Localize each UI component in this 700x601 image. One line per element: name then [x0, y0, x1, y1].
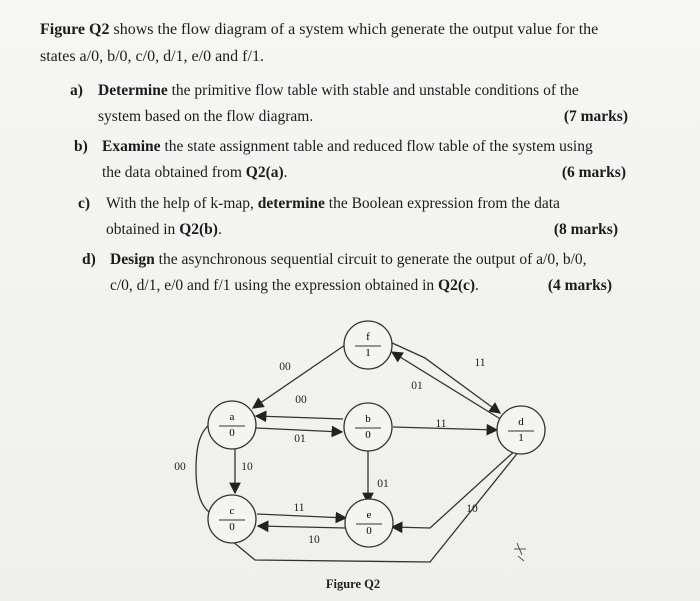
label-b-to-a: 00	[295, 394, 307, 406]
state-d-letter: d	[518, 416, 524, 428]
figure-ref: Figure Q2	[40, 21, 110, 38]
state-c-letter: c	[229, 505, 235, 517]
question-ref: Q2(c)	[438, 277, 476, 294]
edge-a-to-b	[256, 428, 342, 432]
label-f-to-d: 11	[474, 357, 486, 369]
state-c-output: 0	[229, 521, 235, 533]
label-d-to-e: 10	[466, 503, 478, 515]
question-text: the data obtained from	[102, 164, 246, 181]
state-e	[345, 499, 393, 547]
state-b-letter: b	[365, 413, 371, 425]
label-f-to-a: 00	[279, 361, 291, 373]
state-f-letter: f	[366, 331, 370, 343]
state-e-output: 0	[366, 525, 372, 537]
edge-f-to-d	[390, 342, 500, 413]
figure-caption: Figure Q2	[325, 577, 381, 591]
question-text: the Boolean expression from the data	[324, 195, 560, 212]
intro-line1: shows the flow diagram of a system which generate the output value for the	[109, 21, 599, 38]
question-text: system based on the flow diagram.	[98, 108, 314, 125]
question-text: obtained in	[106, 221, 180, 238]
question-text: With the help of k-map,	[106, 195, 258, 212]
label-b-to-d: 11	[435, 418, 447, 430]
state-d	[497, 406, 545, 454]
question-verb: Examine	[102, 138, 161, 155]
question-verb: Design	[110, 251, 155, 268]
question-ref: Q2(b)	[179, 221, 218, 238]
label-a-self: 00	[174, 461, 186, 473]
state-d-output: 1	[518, 432, 524, 444]
question-text: .	[475, 277, 479, 294]
question-marks: (6 marks)	[561, 164, 626, 181]
edge-d-to-e	[392, 448, 518, 528]
question-text: c/0, d/1, e/0 and f/1 using the expression obtained in	[110, 277, 439, 294]
question-ref: Q2(a)	[245, 164, 284, 181]
state-a	[208, 401, 256, 449]
label-b-to-e: 01	[377, 478, 389, 490]
state-a-letter: a	[229, 411, 235, 423]
question-text: .	[217, 221, 222, 238]
state-f	[344, 321, 392, 369]
question-label: c)	[78, 195, 91, 212]
question-verb: Determine	[98, 82, 168, 99]
state-c	[208, 495, 256, 543]
label-d-to-f: 01	[411, 380, 423, 392]
question-text: the state assignment table and reduced flow table of the system using	[160, 138, 593, 155]
question-verb: determine	[257, 195, 325, 212]
cursor-icon	[514, 543, 526, 561]
question-marks: (4 marks)	[547, 277, 612, 294]
question-text: .	[283, 164, 288, 181]
question-text: the primitive flow table with stable and unstable conditions of the	[167, 82, 579, 99]
question-label: a)	[70, 82, 83, 99]
edge-b-to-a	[256, 416, 343, 419]
label-e-to-c: 10	[308, 534, 320, 546]
label-a-to-b: 01	[294, 433, 306, 445]
state-b	[344, 403, 392, 451]
label-c-to-e: 11	[293, 502, 305, 514]
state-f-output: 1	[365, 347, 371, 359]
state-a-output: 0	[229, 427, 235, 439]
intro-line2: states a/0, b/0, c/0, d/1, e/0 and f/1.	[40, 48, 264, 65]
edge-e-to-c	[258, 526, 346, 528]
question-marks: (8 marks)	[553, 221, 618, 238]
state-e-letter: e	[366, 509, 372, 521]
edge-c-to-e	[257, 514, 346, 518]
question-label: b)	[74, 138, 88, 155]
question-marks: (7 marks)	[563, 108, 628, 125]
state-b-output: 0	[365, 429, 371, 441]
label-a-to-c: 10	[241, 461, 253, 473]
question-label: d)	[82, 251, 96, 268]
question-text: the asynchronous sequential circuit to generate the output of a/0, b/0,	[154, 251, 587, 268]
